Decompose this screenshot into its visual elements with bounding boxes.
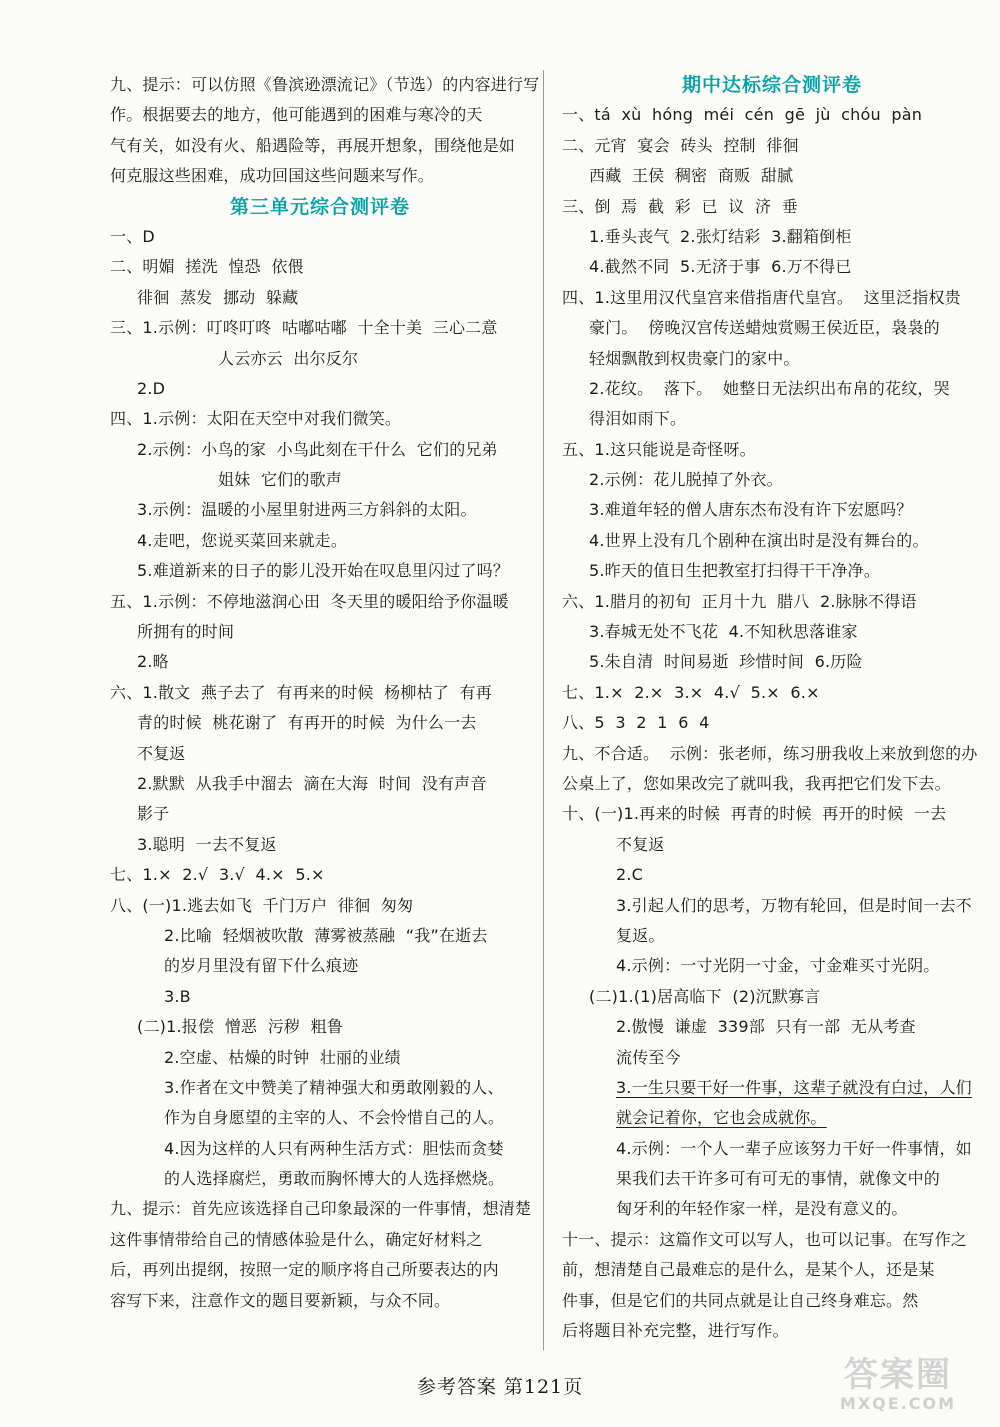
section-title: 期中达标综合测评卷 <box>681 74 862 96</box>
answer-line: 得泪如雨下。 <box>589 409 687 429</box>
answer-line: 就会记着你，它也会成就你。 <box>616 1108 827 1128</box>
answer-line: 八、5 3 2 1 6 4 <box>562 713 710 733</box>
answer-line: 1.垂头丧气 2.张灯结彩 3.翻箱倒柜 <box>589 226 852 246</box>
right-answer-column <box>562 70 982 1346</box>
answer-line: 5.难道新来的日子的影儿没开始在叹息里闪过了吗？ <box>137 561 510 581</box>
answer-line: 作。根据要去的地方，他可能遇到的困难与寒冷的天 <box>110 105 483 125</box>
answer-line: 2.比喻 轻烟被吹散 薄雾被蒸融 “我”在逝去 <box>164 925 488 945</box>
answer-line: 3.聪明 一去不复返 <box>137 834 277 854</box>
answer-line: 前，想清楚自己最难忘的是什么，是某个人，还是某 <box>562 1260 935 1280</box>
answer-line: 气有关，如没有火、船遇险等，再展开想象，围绕他是如 <box>110 135 516 155</box>
answer-line: 2.示例：小鸟的家 小鸟此刻在干什么 它们的兄弟 <box>137 439 498 459</box>
answer-line: 一、tá xù hóng méi cén gē jù chóu pàn <box>562 105 923 125</box>
answer-line: 九、不合适。 示例：张老师，练习册我收上来放到您的办 <box>562 743 978 763</box>
answer-line: 3.引起人们的思考，万物有轮回，但是时间一去不 <box>616 895 972 915</box>
answer-line: 人云亦云 出尔反尔 <box>218 348 359 368</box>
answer-line: 作为自身愿望的主宰的人、不会怜惜自己的人。 <box>164 1108 505 1128</box>
watermark-site: MXQE.COM <box>839 1393 957 1413</box>
answer-line: 豪门。 傍晚汉宫传送蜡烛赏赐王侯近臣，袅袅的 <box>589 318 940 338</box>
answer-line: 一、D <box>110 226 155 246</box>
answer-line: 这件事情带给自己的情感体验是什么，确定好材料之 <box>110 1229 483 1249</box>
answer-line: 徘徊 蒸发 挪动 躲藏 <box>137 287 299 307</box>
answer-line: 轻烟飘散到权贵豪门的家中。 <box>589 348 800 368</box>
answer-line: 4.因为这样的人只有两种生活方式：胆怯而贪婪 <box>164 1138 504 1158</box>
answer-line: 2.示例：花儿脱掉了外衣。 <box>589 470 783 490</box>
answer-line: 十一、提示：这篇作文可以写人，也可以记事。在写作之 <box>562 1229 968 1249</box>
answer-line: 后将题目补充完整，进行写作。 <box>562 1321 789 1341</box>
answer-line: 4.走吧，您说买菜回来就走。 <box>137 530 348 550</box>
answer-line: 3.一生只要干好一件事，这辈子就没有白过，人们 <box>616 1077 972 1097</box>
answer-line: 九、提示：可以仿照《鲁滨逊漂流记》（节选）的内容进行写 <box>110 75 540 94</box>
left-answer-column <box>110 70 540 1316</box>
answer-line: 4.世界上没有几个剧种在演出时是没有舞台的。 <box>589 530 929 550</box>
answer-line: 六、1.腊月的初旬 正月十九 腊八 2.脉脉不得语 <box>562 591 917 611</box>
answer-line: 七、1.× 2.√ 3.√ 4.× 5.× <box>110 865 325 885</box>
section-title: 第三单元综合测评卷 <box>229 195 410 218</box>
answer-line: 四、1.这里用汉代皇宫来借指唐代皇宫。 这里泛指权贵 <box>562 287 961 307</box>
column-divider <box>543 70 544 1350</box>
answer-line: 所拥有的时间 <box>137 622 235 642</box>
answer-line: (二)1.报偿 憎恶 污秽 粗鲁 <box>137 1017 344 1037</box>
answer-line: 2.傲慢 谦虚 339部 只有一部 无从考查 <box>616 1017 916 1037</box>
answer-line: 何克服这些困难，成功回国这些问题来写作。 <box>110 166 435 186</box>
answer-line: 4.示例：一个人一辈子应该努力干好一件事情，如 <box>616 1138 972 1158</box>
answer-line: 影子 <box>137 804 170 824</box>
page-footer: 参考答案 第121页 <box>416 1376 584 1398</box>
answer-line: 2.空虚、枯燥的时钟 壮丽的业绩 <box>164 1047 401 1067</box>
answer-line: 不复返 <box>616 834 665 854</box>
answer-line: 5.朱自清 时间易逝 珍惜时间 6.历险 <box>589 652 863 672</box>
answer-line: 4.示例：一寸光阴一寸金，寸金难买寸光阴。 <box>616 956 940 976</box>
answer-line: 二、明媚 搓洗 惶恐 依偎 <box>110 257 304 277</box>
answer-line: (二)1.(1)居高临下 (2)沉默寡言 <box>589 986 821 1006</box>
answer-line: 后，再列出提纲，按照一定的顺序将自己所要表达的内 <box>110 1260 499 1280</box>
answer-line: 件事，但是它们的共同点就是让自己终身难忘。然 <box>562 1290 919 1310</box>
answer-line: 4.截然不同 5.无济于事 6.万不得已 <box>589 257 852 277</box>
answer-line: 3.示例：温暖的小屋里射进两三方斜斜的太阳。 <box>137 500 477 520</box>
answer-line: 2.默默 从我手中溜去 滴在大海 时间 没有声音 <box>137 773 487 793</box>
answer-line: 的岁月里没有留下什么痕迹 <box>164 956 359 976</box>
answer-line: 三、倒 焉 截 彩 已 议 济 垂 <box>562 196 799 216</box>
answer-line: 流传至今 <box>616 1047 681 1067</box>
answer-line: 果我们去干许多可有可无的事情，就像文中的 <box>616 1169 941 1189</box>
answer-line: 十、(一)1.再来的时候 再青的时候 再开的时候 一去 <box>562 804 947 824</box>
answer-line: 3.难道年轻的僧人唐东杰布没有许下宏愿吗？ <box>589 500 913 520</box>
answer-line: 的人选择腐烂，勇敢而胸怀博大的人选择燃烧。 <box>164 1169 505 1189</box>
answer-line: 公桌上了，您如果改完了就叫我，我再把它们发下去。 <box>562 773 951 793</box>
answer-line: 五、1.示例：不停地滋润心田 冬天里的暖阳给予你温暖 <box>110 591 509 611</box>
answer-line: 不复返 <box>137 743 186 763</box>
answer-line: 3.作者在文中赞美了精神强大和勇敢刚毅的人、 <box>164 1077 504 1097</box>
answer-line: 复返。 <box>616 925 665 945</box>
answer-line: 三、1.示例：叮咚叮咚 咕嘟咕嘟 十全十美 三心二意 <box>110 318 498 338</box>
watermark-mark: 答案圈 <box>844 1354 952 1395</box>
answer-line: 匈牙利的年轻作家一样，是没有意义的。 <box>616 1199 908 1219</box>
answer-line: 姐妹 它们的歌声 <box>218 470 342 490</box>
answer-line: 2.花纹。 落下。 她整日无法织出布帛的花纹，哭 <box>589 378 950 398</box>
answer-line: 2.D <box>137 378 166 398</box>
answer-line: 八、(一)1.逃去如飞 千门万户 徘徊 匆匆 <box>110 895 414 915</box>
answer-line: 青的时候 桃花谢了 有再开的时候 为什么一去 <box>137 713 477 733</box>
answer-line: 3.B <box>164 986 191 1006</box>
watermark-logo <box>818 1349 978 1419</box>
answer-line: 2.略 <box>137 652 169 672</box>
answer-line: 5.昨天的值日生把教室打扫得干干净净。 <box>589 561 881 581</box>
answer-line: 西藏 王侯 稠密 商贩 甜腻 <box>589 166 794 186</box>
answer-line: 2.C <box>616 865 644 885</box>
answer-line: 六、1.散文 燕子去了 有再来的时候 杨柳枯了 有再 <box>110 682 492 702</box>
answer-line: 七、1.× 2.× 3.× 4.√ 5.× 6.× <box>562 682 820 702</box>
answer-line: 容写下来，注意作文的题目要新颖，与众不同。 <box>110 1290 451 1310</box>
answer-line: 五、1.这只能说是奇怪呀。 <box>562 439 756 459</box>
answer-line: 3.春城无处不飞花 4.不知秋思落谁家 <box>589 622 858 642</box>
answer-line: 四、1.示例：太阳在天空中对我们微笑。 <box>110 409 402 429</box>
answer-line: 九、提示：首先应该选择自己印象最深的一件事情，想清楚 <box>110 1199 532 1219</box>
answer-line: 二、元宵 宴会 砖头 控制 徘徊 <box>562 135 799 155</box>
